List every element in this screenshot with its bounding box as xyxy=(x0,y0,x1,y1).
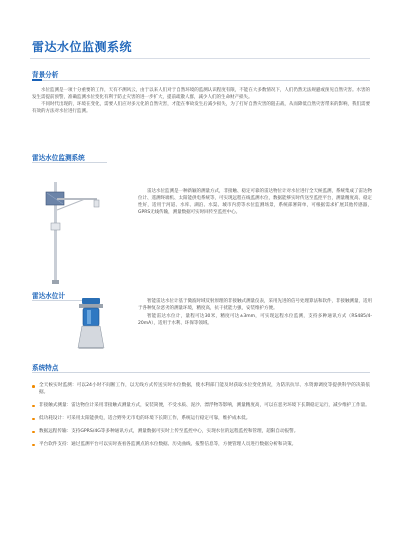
bullet-dot xyxy=(32,418,35,421)
section-divider xyxy=(32,162,107,163)
bullet-dot xyxy=(32,405,35,408)
section-heading-features: 系统特点 xyxy=(32,364,59,372)
radar-text xyxy=(138,298,372,327)
feature-text: 非接触式测量：雷达物位计采用非接触式测量方式，安装简便，不受水质、泥沙、漂浮物等影响，测量精度高，可以在恶劣环境下长期稳定运行，减少维护工作量。 xyxy=(39,402,370,408)
feature-text: 低功耗设计：可采用太阳能供电，适合野外无市电的环境下长期工作，系统运行稳定可靠，维护成本低。 xyxy=(39,415,251,421)
feature-item xyxy=(32,383,370,397)
background-text xyxy=(32,87,370,115)
feature-text: 平台软件支持：通过监测平台可以实时查看各监测点的水位数据、历史曲线、报警信息等，方便管理人员进行数据分析和决策。 xyxy=(39,441,297,447)
radar-level-meter-image xyxy=(38,296,138,356)
monitoring-pole-image xyxy=(30,168,130,286)
section-heading-system: 雷达水位监测系统 xyxy=(32,154,85,162)
radar-paragraph: 智能雷达水位计基于微波时域反射原理的非接触式测量仪表，采用先进的信号处理算法和软件，非接触测量，适用于各种复杂恶劣的测量环境，精度高，抗干扰能力强，安装维护方便。 xyxy=(138,299,372,312)
bullet-dot xyxy=(32,444,35,447)
radar-paragraph: 智能雷达水位计，量程可达30米，精度可达±3mm，可实现远程水位监测，支持多种通讯方式（RS485/4-20mA），适用于水利、环保等领域。 xyxy=(138,314,372,327)
background-paragraph: 不同时代出现的，环境在变化，需要人们应对多元化的自然灾害，才能在事故发生后减少损失，为了打好自然灾害的阻击战，从而降低自然灾害带来的影响，我们需要有效的方法对水位进行监测。 xyxy=(32,102,370,115)
background-paragraph: 水位监测是一项十分重要的工作，天有不测风云，由于以来人们对于自然环境的监测认识程度有限，不能在大多数情况下，人们仍然无法规避或预见自然灾害。水害的发生需提前预警，准确监测水位变化有利于防止灾害的进一步扩大，提前疏散人群，减少人们的生命财产损失。 xyxy=(32,88,370,101)
section-divider xyxy=(32,372,370,373)
feature-text: 全天候实时监测：可以24小时不间断工作，以无线方式传送实时水位数据，使水利部门能及时获取水位变化情况，为防汛抗旱、水资源调度等提供科学的决策依据。 xyxy=(39,383,370,395)
section-heading-radar: 雷达水位计 xyxy=(32,292,65,300)
feature-item xyxy=(32,403,370,410)
section-marker xyxy=(32,79,42,81)
section-heading-background: 背景分析 xyxy=(32,71,59,79)
system-text xyxy=(138,188,372,216)
page-title: 雷达水位监测系统 xyxy=(32,40,133,54)
title-divider xyxy=(30,58,370,59)
feature-text: 数据远程传输：支持GPRS/4G等多种通讯方式，测量数据可实时上传至监控中心，实现水位的远程监控和管理，超限自动报警。 xyxy=(39,428,299,434)
bullet-dot xyxy=(32,385,35,388)
feature-list xyxy=(32,383,370,448)
section-divider xyxy=(42,80,370,81)
bullet-dot xyxy=(32,431,35,434)
feature-item xyxy=(32,429,370,436)
feature-item xyxy=(32,442,370,449)
feature-item xyxy=(32,416,370,423)
system-paragraph: 雷达水位监测是一种新颖的测量方式，非接触、稳定可靠的雷达物位计对水位进行全天候监测，系统集成了雷达物位计、遥测终端机、太阳能供电系统等，可实现远程在线监测水位，数据能够实时传送至监控平台，测量精度高、稳定性好，适用于河道、水库、湖泊、水渠、城市内涝等水位监测场景，系统部署简单，可根据需求扩展其他传感器，GPRS无线传输，测量数据可实时回传至监控中心。 xyxy=(138,189,372,216)
